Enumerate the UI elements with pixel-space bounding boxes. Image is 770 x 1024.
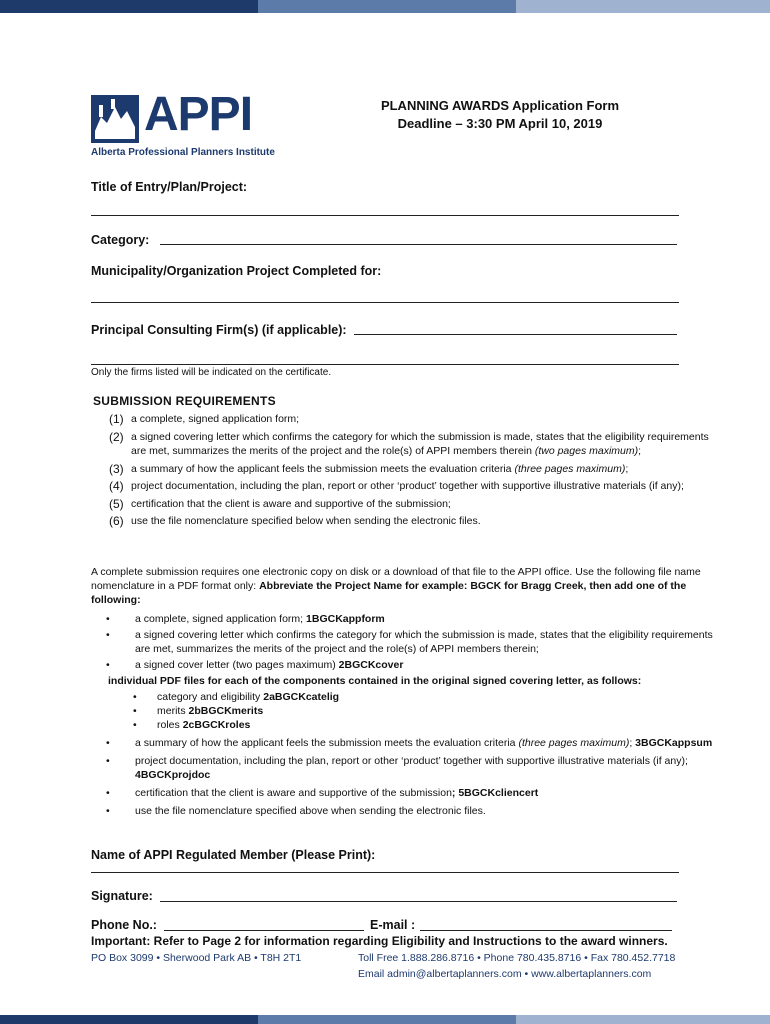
logo-subtitle: Alberta Professional Planners Institute xyxy=(91,147,275,158)
phone-label: Phone No.: xyxy=(91,918,157,932)
list-item: (5) certification that the client is aware and supportive of the submission; xyxy=(109,496,451,511)
list-item: • a signed covering letter which confirms the category for which the submission is made, states that the eligibility requirements are met, summarizes the merits of the project and the role(s) of APPI members therein; xyxy=(106,629,713,655)
components-heading: individual PDF files for each of the components contained in the original signed covering letter, as follows: xyxy=(108,675,642,687)
list-item: (4) project documentation, including the plan, report or other ‘product’ together with supportive illustrative materials (if any); xyxy=(109,479,684,493)
footer-phones: Toll Free 1.888.286.8716 • Phone 780.435.8716 • Fax 780.452.7718 xyxy=(358,952,676,964)
firm-note: Only the firms listed will be indicated on the certificate. xyxy=(91,367,332,378)
list-item: • a summary of how the applicant feels the submission meets the evaluation criteria (three pages maximum); 3BGCKappsum xyxy=(106,737,713,749)
list-item: • category and eligibility 2aBGCKcatelig xyxy=(133,691,340,703)
list-item: • merits 2bBGCKmerits xyxy=(133,705,264,717)
list-item: • certification that the client is aware and supportive of the submission; 5BGCKcliencert xyxy=(106,787,539,799)
bottom-color-band xyxy=(0,1015,770,1024)
firm-field-2[interactable] xyxy=(91,364,679,365)
footer-web: Email admin@albertaplanners.com • www.albertaplanners.com xyxy=(358,968,652,980)
category-field[interactable] xyxy=(160,244,677,245)
footer-address: PO Box 3099 • Sherwood Park AB • T8H 2T1 xyxy=(91,952,302,964)
requirements-list xyxy=(109,412,709,532)
member-label: Name of APPI Regulated Member (Please Print): xyxy=(91,848,376,862)
list-item: (6) use the file nomenclature specified below when sending the electronic files. xyxy=(109,514,481,528)
list-item: • project documentation, including the plan, report or other ‘product’ together with supportive illustrative materials (if any); 4BGCKprojdoc xyxy=(106,755,688,781)
firm-label: Principal Consulting Firm(s) (if applicable): xyxy=(91,323,347,337)
list-item: • a complete, signed application form; 1BGCKappform xyxy=(106,613,385,625)
top-color-band xyxy=(0,0,770,13)
logo-wordmark: APPI xyxy=(144,88,253,141)
list-item: • use the file nomenclature specified above when sending the electronic files. xyxy=(106,805,486,817)
signature-label: Signature: xyxy=(91,889,153,903)
email-label: E-mail : xyxy=(370,918,416,932)
submission-paragraph: A complete submission requires one electronic copy on disk or a download of that file to the APPI office. Use the following file name nomenclature in a PDF format only: Abbreviate the Project Name for example: BGCK for Bragg Creek, then add one of the following: xyxy=(91,566,701,606)
member-name-field[interactable] xyxy=(91,872,679,873)
list-item: • a signed cover letter (two pages maximum) 2BGCKcover xyxy=(106,659,404,671)
form-title: PLANNING AWARDS Application Form xyxy=(380,98,620,113)
phone-field[interactable] xyxy=(164,930,364,931)
submission-heading: SUBMISSION REQUIREMENTS xyxy=(93,394,276,408)
nomenclature-list xyxy=(91,612,721,820)
email-field[interactable] xyxy=(420,930,672,931)
list-item: (1) a complete, signed application form; xyxy=(109,412,300,426)
category-label: Category: xyxy=(91,233,150,247)
list-item: (3) a summary of how the applicant feels the submission meets the evaluation criteria (three pages maximum); xyxy=(109,461,629,476)
title-label: Title of Entry/Plan/Project: xyxy=(91,180,248,194)
firm-field[interactable] xyxy=(354,334,677,335)
deadline: Deadline – 3:30 PM April 10, 2019 xyxy=(397,116,603,131)
important-note: Important: Refer to Page 2 for information regarding Eligibility and Instructions to the award winners. xyxy=(91,934,668,948)
list-item: (2) a signed covering letter which confirms the category for which the submission is made, states that the eligibility requirements are met, summarizes the merits of the project and the role(s) of APPI members therein (two pages maximum); xyxy=(109,429,709,457)
title-field[interactable] xyxy=(91,215,679,216)
municipality-field[interactable] xyxy=(91,302,679,303)
signature-field[interactable] xyxy=(160,901,677,902)
municipality-label: Municipality/Organization Project Completed for: xyxy=(91,264,382,278)
list-item: • roles 2cBGCKroles xyxy=(133,719,251,731)
